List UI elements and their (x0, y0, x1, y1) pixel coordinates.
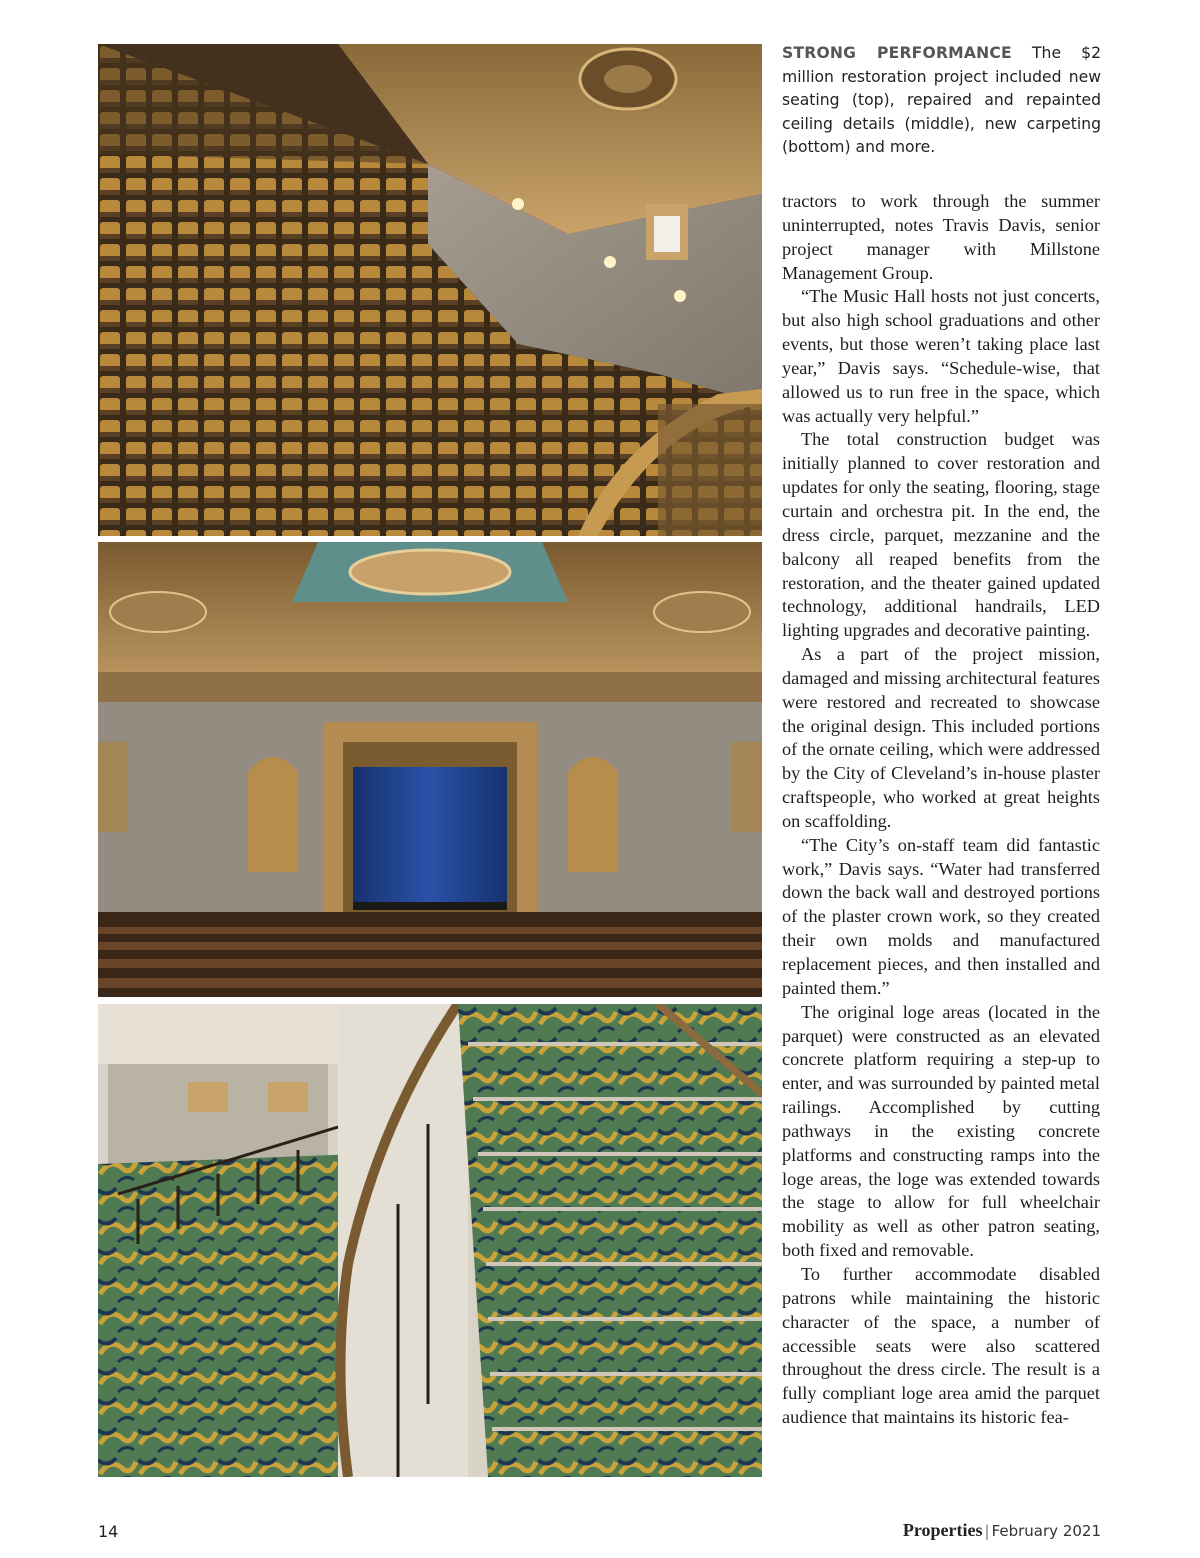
issue-date: February 2021 (991, 1522, 1101, 1540)
seating-image (98, 44, 762, 536)
article-paragraph: tractors to work through the summer uninterrupted, notes Travis Davis, senior project manager with Millstone Management Group. (782, 191, 1100, 283)
publication-name: Properties (902, 1520, 983, 1540)
photo-caption (782, 42, 1101, 160)
caption-kicker: STRONG PERFORMANCE (782, 44, 1012, 62)
article-paragraph: “The City’s on-staff team did fantastic work,” Davis says. “Water had transferred down the back wall and destroyed portions of the plaster crown work, so they created their own molds and manufactured replacement pieces, and then installed and painted them.” (782, 834, 1100, 998)
footer-separator: | (984, 1522, 990, 1540)
page-number: 14 (98, 1522, 119, 1541)
article-paragraph: To further accommodate disabled patrons while maintaining the historic character of the space, a number of accessible seats were also scattered throughout the dress circle. The result is a fully compliant loge area amid the parquet audience that maintains its historic fea- (782, 1263, 1100, 1428)
photo-ceiling-stage (98, 542, 762, 997)
article-paragraph: “The Music Hall hosts not just concerts, but also high school graduations and other events, but those weren’t taking place last year,” Davis says. “Schedule-wise, that allowed us to run free in the space, which was actually very helpful.” (782, 286, 1100, 426)
carpet-image (98, 1004, 762, 1477)
article-paragraph: The total construction budget was initially planned to cover restoration and updates for only the seating, flooring, stage curtain and orchestra pit. In the end, the dress circle, parquet, mezzanine and the balcony all reaped benefits from the restoration, and the theater gained updated technology, additional handrails, LED lighting upgrades and decorative painting. (782, 429, 1100, 641)
article-body (782, 190, 1100, 1430)
caption-text: The $2 million restoration project included new seating (top), repaired and repainted ceiling details (middle), new carpeting (bottom) and more. (782, 44, 1101, 156)
publication-footer (903, 1520, 1101, 1541)
photo-seating (98, 44, 762, 536)
article-paragraph: As a part of the project mission, damaged and missing architectural features were restored and recreated to showcase the original design. This included portions of the ornate ceiling, which were addressed by the City of Cleveland’s in-house plaster craftspeople, who worked at great heights on scaffolding. (782, 644, 1100, 831)
article-paragraph: The original loge areas (located in the parquet) were constructed as an elevated concrete platform requiring a step-up to enter, and was surrounded by painted metal railings. Accomplished by cutting pathways in the existing concrete platforms and constructing ramps into the loge areas, the loge was extended towards the stage to allow for full wheelchair mobility as well as other patron seating, both fixed and removable. (782, 1001, 1100, 1261)
photo-carpet-stairs (98, 1004, 762, 1477)
ceiling-image (98, 542, 762, 997)
